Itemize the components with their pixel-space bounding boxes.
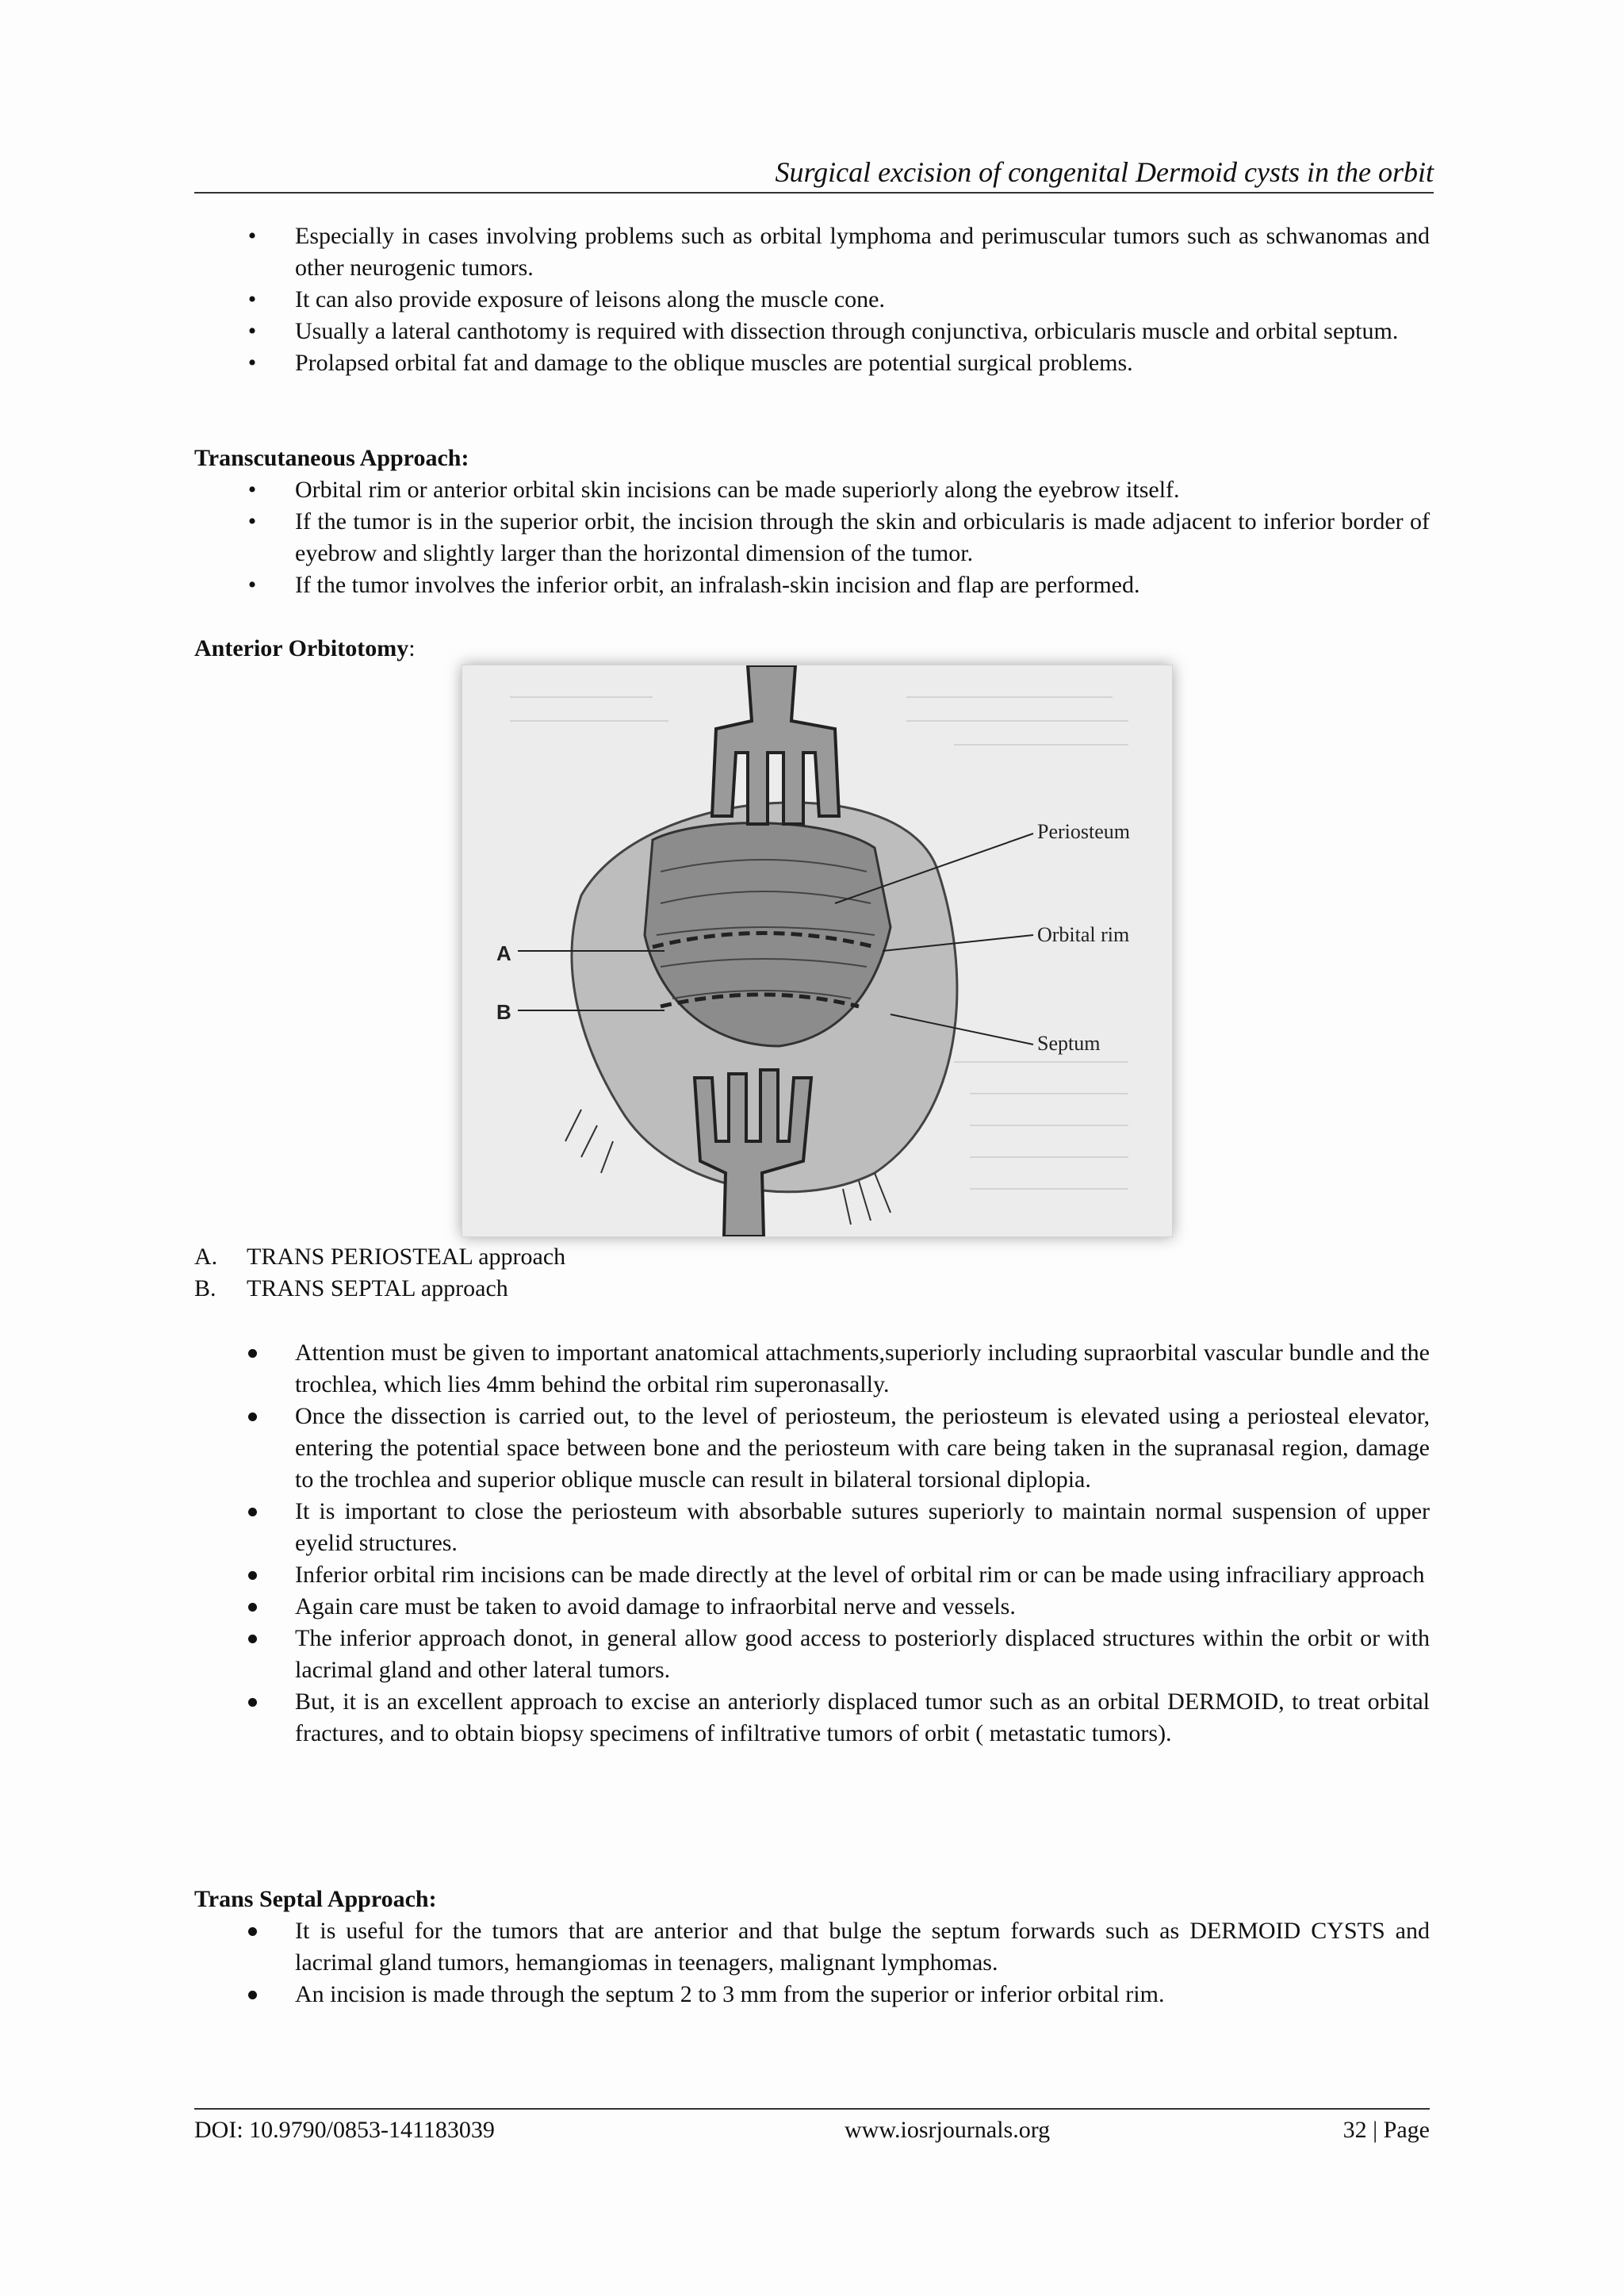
list-item: An incision is made through the septum 2 to 3 mm from the superior or inferior orbital rim.: [194, 1979, 1430, 2010]
list-item: • Especially in cases involving problems such as orbital lymphoma and perimuscular tumors such as schwanomas and other neurogenic tumors.: [194, 220, 1430, 284]
figure-label-periosteum: Periosteum: [1037, 820, 1130, 843]
list-item: • Orbital rim or anterior orbital skin incisions can be made superiorly along the eyebrow itself.: [194, 474, 1430, 506]
list-item: Inferior orbital rim incisions can be made directly at the level of orbital rim or can be made using infraciliary approach: [194, 1559, 1430, 1591]
bullet-marker: •: [247, 318, 257, 344]
bullet-marker: [240, 1623, 264, 1654]
bullet-marker: [240, 1401, 264, 1432]
bullet-marker: [240, 1591, 264, 1623]
anterior-orbitotomy-heading-row: [194, 633, 1430, 665]
heading-colon: :: [408, 635, 416, 661]
bullet-marker: •: [247, 286, 257, 312]
list-item: • Prolapsed orbital fat and damage to the oblique muscles are potential surgical problems.: [194, 347, 1430, 379]
list-item: • Usually a lateral canthotomy is required with dissection through conjunctiva, orbicularis muscle and orbital septum.: [194, 316, 1430, 347]
surgical-illustration: [462, 665, 1172, 1236]
transseptal-section: [194, 1884, 1430, 2010]
running-header-title: Surgical excision of congenital Dermoid cysts in the orbit: [775, 156, 1434, 188]
bullet-marker: •: [247, 508, 257, 535]
figure-label-a: A: [496, 941, 511, 965]
intro-bullet-list: [194, 220, 1430, 379]
legend-item: B. TRANS SEPTAL approach: [194, 1275, 508, 1301]
figure-label-b: B: [496, 1000, 511, 1024]
list-item: It is important to close the periosteum with absorbable sutures superiorly to maintain normal suspension of upper eyelid structures.: [194, 1496, 1430, 1559]
section-heading: Transcutaneous Approach:: [194, 445, 469, 471]
figure-label-septum: Septum: [1037, 1032, 1101, 1055]
transcutaneous-section: [194, 443, 1430, 601]
legend-item: A. TRANS PERIOSTEAL approach: [194, 1244, 566, 1270]
bullet-marker: [240, 1337, 264, 1369]
list-item: But, it is an excellent approach to excise an anteriorly displaced tumor such as an orbital DERMOID, to treat orbital fractures, and to obtain biopsy specimens of infiltrative tumors of orbit ( metastatic tumors).: [194, 1686, 1430, 1750]
list-item: Once the dissection is carried out, to the level of periosteum, the periosteum is elevated using a periosteal elevator, entering the potential space between bone and the periosteum with care being taken in the supranasal region, damage to the trochlea and superior oblique muscle can result in bilateral torsional diplopia.: [194, 1401, 1430, 1496]
anterior-details-bullet-list: [194, 1337, 1430, 1750]
list-item: It is useful for the tumors that are anterior and that bulge the septum forwards such as DERMOID CYSTS and lacrimal gland tumors, hemangiomas in teenagers, malignant lymphomas.: [194, 1915, 1430, 1979]
list-item: • If the tumor involves the inferior orbit, an infralash-skin incision and flap are performed.: [194, 569, 1430, 601]
section-heading: Trans Septal Approach:: [194, 1886, 437, 1912]
list-item: Again care must be taken to avoid damage to infraorbital nerve and vessels.: [194, 1591, 1430, 1623]
bullet-marker: [240, 1559, 264, 1591]
bullet-marker: •: [247, 223, 257, 249]
bullet-marker: •: [247, 572, 257, 598]
figure-label-orbital-rim: Orbital rim: [1037, 923, 1130, 946]
bullet-marker: [240, 1496, 264, 1527]
running-header: [194, 152, 1434, 194]
section-heading: Anterior Orbitotomy: [194, 635, 409, 661]
figure-legend: [194, 1241, 1430, 1305]
bullet-marker: [240, 1915, 264, 1947]
bullet-marker: •: [247, 477, 257, 503]
list-item: • It can also provide exposure of leisons along the muscle cone.: [194, 284, 1430, 316]
bullet-marker: •: [247, 350, 257, 376]
footer-page-number: 32 | Page: [1342, 2117, 1430, 2143]
list-item: The inferior approach donot, in general allow good access to posteriorly displaced structures within the orbit or with lacrimal gland and other lateral tumors.: [194, 1623, 1430, 1686]
bullet-marker: [240, 1686, 264, 1718]
page-footer: [194, 2108, 1430, 2151]
list-item: Attention must be given to important anatomical attachments,superiorly including supraorbital vascular bundle and the trochlea, which lies 4mm behind the orbital rim superonasally.: [194, 1337, 1430, 1401]
footer-site: www.iosrjournals.org: [845, 2117, 1051, 2143]
footer-doi: DOI: 10.9790/0853-141183039: [194, 2117, 495, 2143]
list-item: • If the tumor is in the superior orbit, the incision through the skin and orbicularis is made adjacent to inferior border of eyebrow and slightly larger than the horizontal dimension of the tumor.: [194, 506, 1430, 569]
anterior-orbitotomy-figure: [462, 665, 1173, 1237]
bullet-marker: [240, 1979, 264, 2010]
